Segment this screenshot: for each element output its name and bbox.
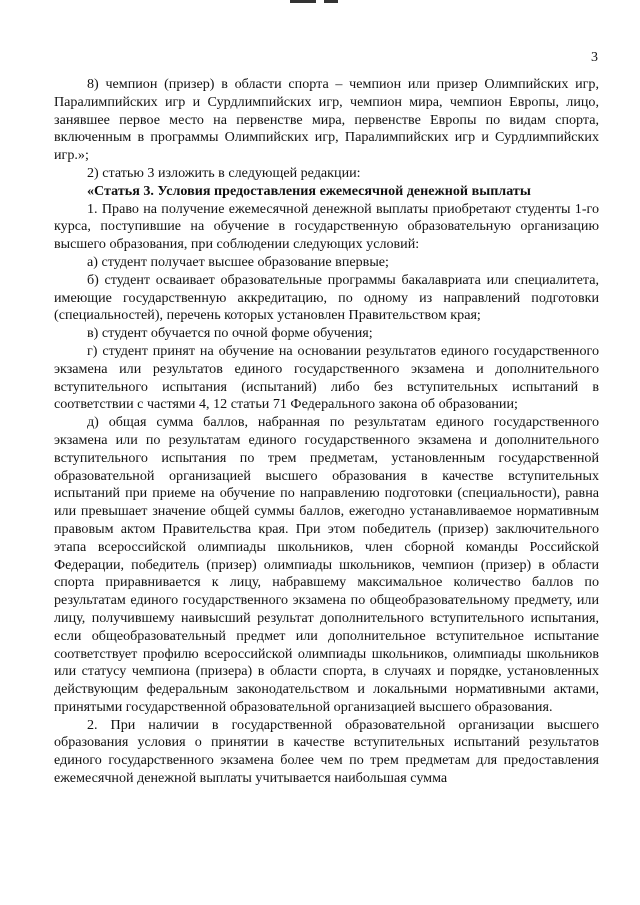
page-number: 3 bbox=[591, 50, 598, 65]
document-body bbox=[54, 76, 599, 788]
scan-mark bbox=[324, 0, 338, 3]
paragraph-condition-b: б) студент осваивает образовательные программы бакалавриата или специалитета, имеющие государственную аккредитацию, по одному из направлений подготовки (специальностей), перечень которых установлен Правительством края; bbox=[54, 271, 599, 324]
scan-edge-marks bbox=[0, 0, 640, 6]
paragraph-condition-v: в) студент обучается по очной форме обучения; bbox=[87, 325, 373, 342]
paragraph-amendment-2: 2) статью 3 изложить в следующей редакции: bbox=[87, 164, 361, 181]
paragraph-condition-d: д) общая сумма баллов, набранная по результатам единого государственного экзамена или по результатам единого государственного экзамена и дополнительного вступительного испытания по трем предметам, установленным государственной образовательной организацией высшего образования в качестве вступительных испытаний при приеме на обучение по направлению подготовки (специальности), равна или превышает значение общей суммы баллов, ежегодно устанавливаемое нормативным правовым актом Правительства края. При этом победитель (призер) заключительного этапа всероссийской олимпиады школьников, член сборной команды Российской Федерации, победитель (призер) олимпиады школьников, чемпион (призер) в области спорта приравнивается к лицу, набравшему максимальное количество баллов по результатам единого государственного экзамена по общеобразовательному предмету, или лицу, получившему наивысший результат дополнительного вступительного испытания, если общеобразовательный предмет или дополнительное вступительное испытание соответствует профилю всероссийской олимпиады школьников, олимпиады школьников или статусу чемпиона (призера) в области спорта, в случаях и порядке, установленных действующим федеральным законодательством и локальными нормативными актами, принятыми государственной образовательной организацией высшего образования. bbox=[54, 414, 599, 715]
paragraph-clause-1: 1. Право на получение ежемесячной денежной выплаты приобретают студенты 1-го курса, поступившие на обучение в государственную образовательную организацию высшего образования, при соблюдении следующих условий: bbox=[54, 200, 599, 253]
paragraph-item-8: 8) чемпион (призер) в области спорта – чемпион или призер Олимпийских игр, Паралимпийских игр и Сурдлимпийских игр, чемпион мира, чемпион Европы, лицо, занявшее первое место на первенстве мира, первенстве Европы по видам спорта, включенным в программы Олимпийских игр, Паралимпийских игр и Сурдлимпийских игр.»; bbox=[54, 76, 599, 164]
paragraph-clause-2: 2. При наличии в государственной образовательной организации высшего образования условия о принятии в качестве вступительных испытаний результатов единого государственного экзамена более чем по трем предметам для предоставления ежемесячной денежной выплаты учитывается наибольшая сумма bbox=[54, 716, 599, 787]
paragraph-condition-g: г) студент принят на обучение на основании результатов единого государственного экзамена или результатов единого государственного экзамена и дополнительного вступительного испытания (испытаний) либо без вступительных испытаний в соответствии с частями 4, 12 статьи 71 Федерального закона об образовании; bbox=[54, 342, 599, 413]
article-3-heading: «Статья 3. Условия предоставления ежемесячной денежной выплаты bbox=[87, 182, 531, 199]
scan-mark bbox=[290, 0, 316, 3]
paragraph-condition-a: а) студент получает высшее образование впервые; bbox=[87, 253, 389, 270]
